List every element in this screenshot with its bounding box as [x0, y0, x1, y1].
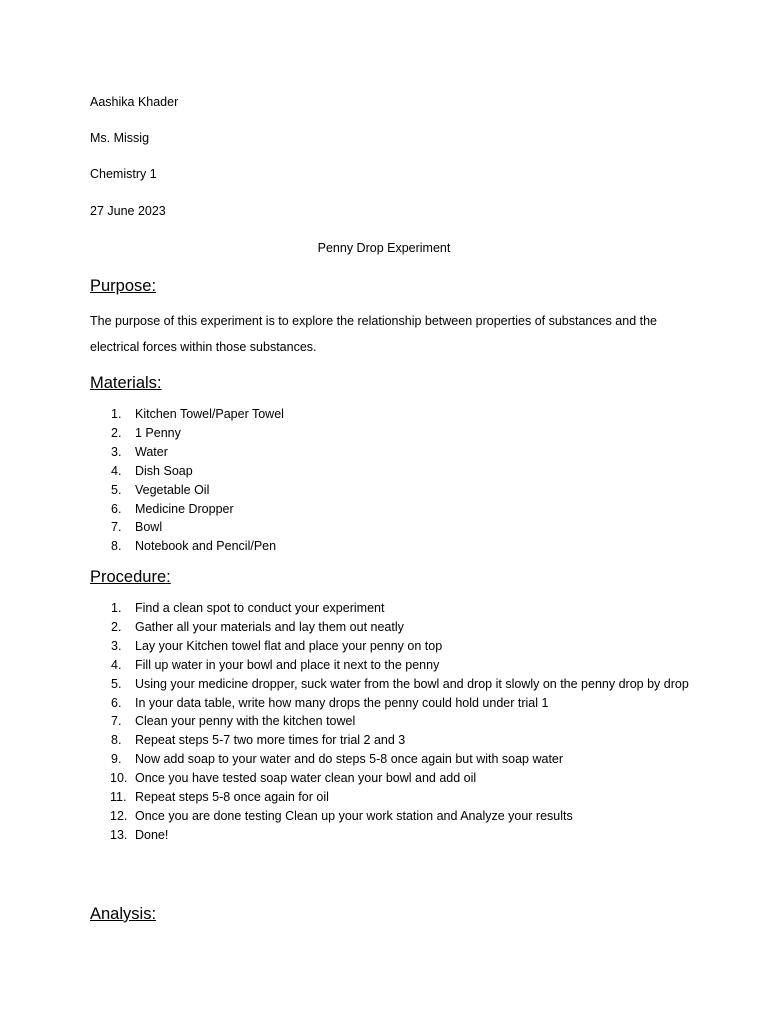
list-item-text: Gather all your materials and lay them out neatly: [135, 619, 404, 634]
list-number: 6.: [111, 501, 122, 516]
list-number: 4.: [111, 657, 122, 672]
list-number: 8.: [111, 733, 122, 748]
course-name: Chemistry 1: [90, 167, 157, 181]
list-item: [90, 826, 690, 845]
list-item-text: Kitchen Towel/Paper Towel: [135, 407, 284, 421]
list-item: [90, 443, 690, 462]
list-number: 2.: [111, 619, 122, 634]
list-item-text: Find a clean spot to conduct your experiment: [135, 601, 385, 615]
list-number: 9.: [111, 752, 122, 767]
list-item-text: Repeat steps 5-7 two more times for trial 2 and 3: [135, 733, 406, 748]
list-number: 3.: [111, 444, 122, 459]
list-number: 12.: [110, 808, 128, 823]
list-item-text: Once you are done testing Clean up your work station and Analyze your results: [135, 808, 573, 823]
list-number: 8.: [111, 539, 122, 554]
author-name: Aashika Khader: [90, 95, 179, 109]
list-item: [90, 807, 690, 826]
list-item: [90, 675, 690, 694]
list-number: 1.: [111, 601, 122, 615]
list-item-text: Using your medicine dropper, suck water from the bowl and drop it slowly on the penny drop by drop: [135, 676, 689, 691]
document-date: 27 June 2023: [90, 204, 166, 218]
list-number: 10.: [110, 771, 128, 786]
list-number: 6.: [111, 695, 122, 710]
list-number: 7.: [111, 714, 122, 729]
list-item-text: Done!: [135, 827, 169, 842]
purpose-heading: Purpose:: [90, 277, 157, 295]
list-item: [90, 599, 690, 618]
list-item-text: Bowl: [135, 520, 163, 535]
list-item: [90, 481, 690, 500]
list-item: [90, 618, 690, 637]
list-number: 5.: [111, 676, 122, 691]
list-number: 11.: [110, 790, 127, 805]
list-item: [90, 712, 690, 731]
list-item: [90, 637, 690, 656]
procedure-heading: Procedure:: [90, 568, 171, 586]
list-item: [90, 694, 690, 713]
list-item-text: Dish Soap: [135, 463, 193, 478]
list-item-text: Clean your penny with the kitchen towel: [135, 714, 356, 729]
procedure-list: [90, 599, 690, 845]
list-item: [90, 462, 690, 481]
list-item: [90, 769, 690, 788]
list-item: [90, 424, 690, 443]
list-item: [90, 500, 690, 519]
list-item-text: Vegetable Oil: [135, 482, 210, 497]
document-title: Penny Drop Experiment: [317, 241, 451, 255]
list-item-text: 1 Penny: [135, 425, 181, 440]
list-item: [90, 656, 690, 675]
list-item: [90, 731, 690, 750]
list-number: 4.: [111, 463, 122, 478]
list-item-text: Lay your Kitchen towel flat and place your penny on top: [135, 638, 443, 653]
list-item-text: Notebook and Pencil/Pen: [135, 539, 277, 554]
analysis-heading: Analysis:: [90, 905, 157, 923]
purpose-text: The purpose of this experiment is to explore the relationship between properties of substances and the electrical forces within those substances.: [90, 314, 658, 354]
list-number: 7.: [111, 520, 122, 535]
list-number: 13.: [110, 827, 128, 842]
list-item: [90, 518, 690, 537]
list-number: 2.: [111, 425, 122, 440]
list-number: 3.: [111, 638, 122, 653]
list-item: [90, 788, 690, 807]
list-item: [90, 537, 690, 556]
list-item: [90, 405, 690, 424]
materials-list: [90, 405, 690, 556]
teacher-name: Ms. Missig: [90, 131, 150, 145]
list-item-text: Medicine Dropper: [135, 501, 234, 516]
list-item-text: Now add soap to your water and do steps 5-8 once again but with soap water: [135, 752, 564, 767]
list-item-text: In your data table, write how many drops the penny could hold under trial 1: [135, 695, 549, 710]
list-item-text: Repeat steps 5-8 once again for oil: [135, 790, 329, 805]
list-number: 5.: [111, 482, 122, 497]
list-item-text: Water: [135, 444, 168, 459]
materials-heading: Materials:: [90, 374, 162, 392]
list-item: [90, 750, 690, 769]
list-number: 1.: [111, 407, 122, 421]
list-item-text: Once you have tested soap water clean your bowl and add oil: [135, 771, 477, 786]
list-item-text: Fill up water in your bowl and place it next to the penny: [135, 657, 440, 672]
